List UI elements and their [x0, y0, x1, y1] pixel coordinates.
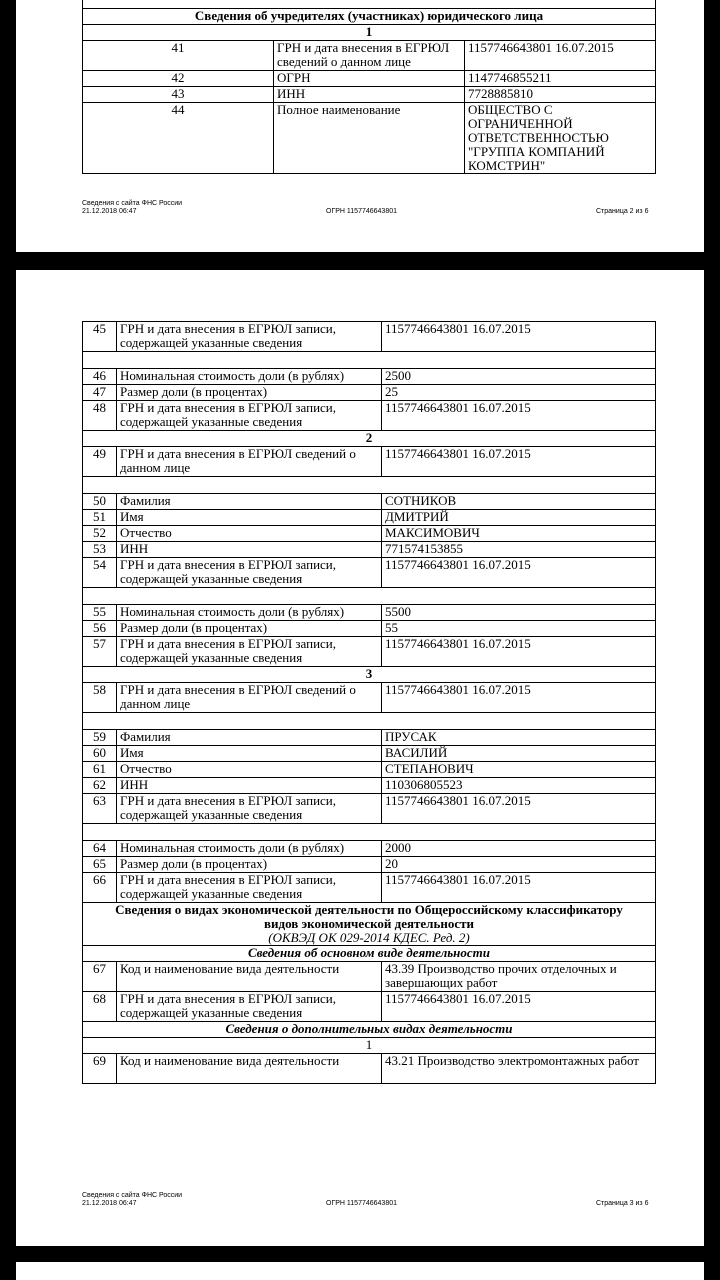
table-row: 64 Номинальная стоимость доли (в рублях) 2000: [83, 841, 656, 857]
table-row: 69 Код и наименование вида деятельности 43.21 Производство электромонтажных работ: [83, 1054, 656, 1084]
footer-page-number: Страница 2 из 6: [596, 208, 649, 215]
table-row: 58 ГРН и дата внесения в ЕГРЮЛ сведений о данном лице 1157746643801 16.07.2015: [83, 683, 656, 713]
table-row: 68 ГРН и дата внесения в ЕГРЮЛ записи, содержащей указанные сведения 1157746643801 16.07.2015: [83, 992, 656, 1022]
table-row: 49 ГРН и дата внесения в ЕГРЮЛ сведений о данном лице 1157746643801 16.07.2015: [83, 447, 656, 477]
table-row: 53 ИНН 771574153855: [83, 542, 656, 558]
table-row: 43 ИНН 7728885810: [83, 87, 656, 103]
table-row: [83, 824, 656, 841]
document-page-2: [16, 0, 704, 252]
table-row: 54 ГРН и дата внесения в ЕГРЮЛ записи, содержащей указанные сведения 1157746643801 16.07.2015: [83, 558, 656, 588]
table-row: 48 ГРН и дата внесения в ЕГРЮЛ записи, содержащей указанные сведения 1157746643801 16.07.2015: [83, 401, 656, 431]
table-row: 65 Размер доли (в процентах) 20: [83, 857, 656, 873]
footer-page-number: Страница 3 из 6: [596, 1200, 649, 1207]
table-row: 52 Отчество МАКСИМОВИЧ: [83, 526, 656, 542]
footer-source: Сведения с сайта ФНС России 21.12.2018 06:47: [82, 1192, 183, 1207]
document-page-3: [16, 270, 704, 1246]
table-row: 59 Фамилия ПРУСАК: [83, 730, 656, 746]
table-row: 47 Размер доли (в процентах) 25: [83, 385, 656, 401]
table-row: [83, 588, 656, 605]
table-row: 50 Фамилия СОТНИКОВ: [83, 494, 656, 510]
table-row: 45 ГРН и дата внесения в ЕГРЮЛ записи, содержащей указанные сведения 1157746643801 16.07.2015: [83, 322, 656, 352]
table-row: 66 ГРН и дата внесения в ЕГРЮЛ записи, содержащей указанные сведения 1157746643801 16.07.2015: [83, 873, 656, 903]
table-row: [83, 477, 656, 494]
okved-section-title: Сведения о видах экономической деятельности по Общероссийскому классификатору видов экономической деятельности (ОКВЭД ОК 029-2014 КДЕС. Ред. 2): [83, 903, 656, 946]
table-row: 51 Имя ДМИТРИЙ: [83, 510, 656, 526]
table-row: 60 Имя ВАСИЛИЙ: [83, 746, 656, 762]
table-row: 56 Размер доли (в процентах) 55: [83, 621, 656, 637]
registry-table: [82, 321, 656, 1084]
footer-ogrn: ОГРН 1157746643801: [326, 1200, 397, 1207]
table-row: 41 ГРН и дата внесения в ЕГРЮЛ сведений о данном лице 1157746643801 16.07.2015: [83, 41, 656, 71]
footer-source: Сведения с сайта ФНС России 21.12.2018 06:47: [82, 200, 183, 215]
main-activity-title: Сведения об основном виде деятельности: [83, 946, 656, 962]
table-row: 62 ИНН 110306805523: [83, 778, 656, 794]
extra-activity-title: Сведения о дополнительных видах деятельности: [83, 1022, 656, 1038]
document-page-4: [16, 1262, 704, 1280]
group-number: 3: [83, 667, 656, 683]
table-row: 55 Номинальная стоимость доли (в рублях) 5500: [83, 605, 656, 621]
table-row: 46 Номинальная стоимость доли (в рублях) 2500: [83, 369, 656, 385]
table-row: 61 Отчество СТЕПАНОВИЧ: [83, 762, 656, 778]
table-row: [83, 352, 656, 369]
table-row: 63 ГРН и дата внесения в ЕГРЮЛ записи, содержащей указанные сведения 1157746643801 16.07.2015: [83, 794, 656, 824]
table-row: [83, 713, 656, 730]
okved-classifier-subtitle: (ОКВЭД ОК 029-2014 КДЕС. Ред. 2): [268, 930, 470, 945]
group-number: 2: [83, 431, 656, 447]
footer-ogrn: ОГРН 1157746643801: [326, 208, 397, 215]
table-row: 42 ОГРН 1147746855211: [83, 71, 656, 87]
group-number: 1: [83, 1038, 656, 1054]
table-row: 44 Полное наименование ОБЩЕСТВО С ОГРАНИЧЕННОЙ ОТВЕТСТВЕННОСТЬЮ "ГРУППА КОМПАНИЙ КОМСТРИН": [83, 103, 656, 174]
group-number: 1: [83, 25, 656, 41]
section-title: Сведения об учредителях (участниках) юридического лица: [83, 9, 656, 25]
founders-table: [82, 0, 656, 174]
table-row: 57 ГРН и дата внесения в ЕГРЮЛ записи, содержащей указанные сведения 1157746643801 16.07.2015: [83, 637, 656, 667]
table-row: 67 Код и наименование вида деятельности 43.39 Производство прочих отделочных и завершающих работ: [83, 962, 656, 992]
